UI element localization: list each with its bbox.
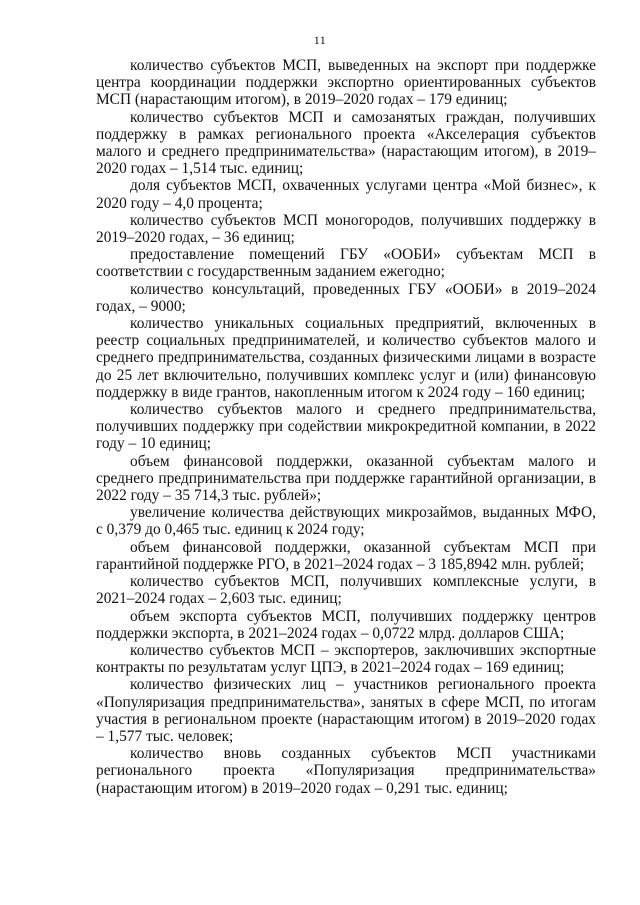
paragraph: количество субъектов МСП, выведенных на экспорт при поддержке центра координации поддержки экспортно ориентированных субъектов МСП (нарастающим итогом), в 2019–2020 годах – 179 единиц; — [96, 57, 596, 109]
paragraph: объем финансовой поддержки, оказанной субъектам малого и среднего предпринимательства при поддержке гарантийной организации, в 2022 году – 35 714,3 тыс. рублей»; — [96, 452, 596, 505]
paragraph: количество субъектов МСП, получивших комплексные услуги, в 2021–2024 годах – 2,603 тыс. единиц; — [96, 573, 596, 608]
paragraph: объем финансовой поддержки, оказанной субъектам МСП при гарантийной поддержке РГО, в 2021–2024 годах – 3 185,8942 млн. рублей; — [96, 538, 596, 573]
paragraph: количество вновь созданных субъектов МСП участниками регионального проекта «Популяризация предпринимательства» (нарастающим итогом) в 2019–2020 годах – 0,291 тыс. единиц; — [96, 745, 596, 797]
paragraph: количество физических лиц – участников регионального проекта «Популяризация предпринимательства», занятых в сфере МСП, по итогам участия в региональном проекте (нарастающим итогом) в 2019–2020 годах – 1,577 тыс. человек; — [96, 676, 596, 745]
paragraph: увеличение количества действующих микрозаймов, выданных МФО, с 0,379 до 0,465 тыс. единиц к 2024 году; — [96, 504, 596, 539]
paragraph: доля субъектов МСП, охваченных услугами центра «Мой бизнес», к 2020 году – 4,0 процента; — [96, 177, 596, 212]
paragraph: объем экспорта субъектов МСП, получивших поддержку центров поддержки экспорта, в 2021–2024 годах – 0,0722 млрд. долларов США; — [96, 607, 596, 642]
paragraph: количество субъектов МСП и самозанятых граждан, получивших поддержку в рамках регионального проекта «Акселерация субъектов малого и среднего предпринимательства» (нарастающим итогом), в 2019–2020 годах – 1,514 тыс. единиц; — [96, 108, 596, 178]
paragraph: количество субъектов МСП моногородов, получивших поддержку в 2019–2020 годах, – 36 единиц; — [96, 211, 596, 247]
paragraph: количество уникальных социальных предприятий, включенных в реестр социальных предпринимателей, и количество субъектов малого и среднего предпринимательства, созданных физическими лицами в возрасте до 25 лет включительно, получивших комплекс услуг и (или) финансовую поддержку в виде грантов, накопленным итогом к 2024 году – 160 единиц; — [96, 315, 596, 401]
paragraph: количество субъектов малого и среднего предпринимательства, получивших поддержку при содействии микрокредитной компании, в 2022 году – 10 единиц; — [96, 401, 596, 453]
page-number: 11 — [313, 33, 327, 47]
paragraph: количество консультаций, проведенных ГБУ «ООБИ» в 2019–2024 годах, – 9000; — [96, 280, 596, 315]
document-body — [96, 57, 596, 797]
paragraph: предоставление помещений ГБУ «ООБИ» субъектам МСП в соответствии с государственным заданием ежегодно; — [96, 246, 596, 281]
paragraph: количество субъектов МСП – экспортеров, заключивших экспортные контракты по результатам услуг ЦПЭ, в 2021–2024 годах – 169 единиц; — [96, 641, 596, 677]
